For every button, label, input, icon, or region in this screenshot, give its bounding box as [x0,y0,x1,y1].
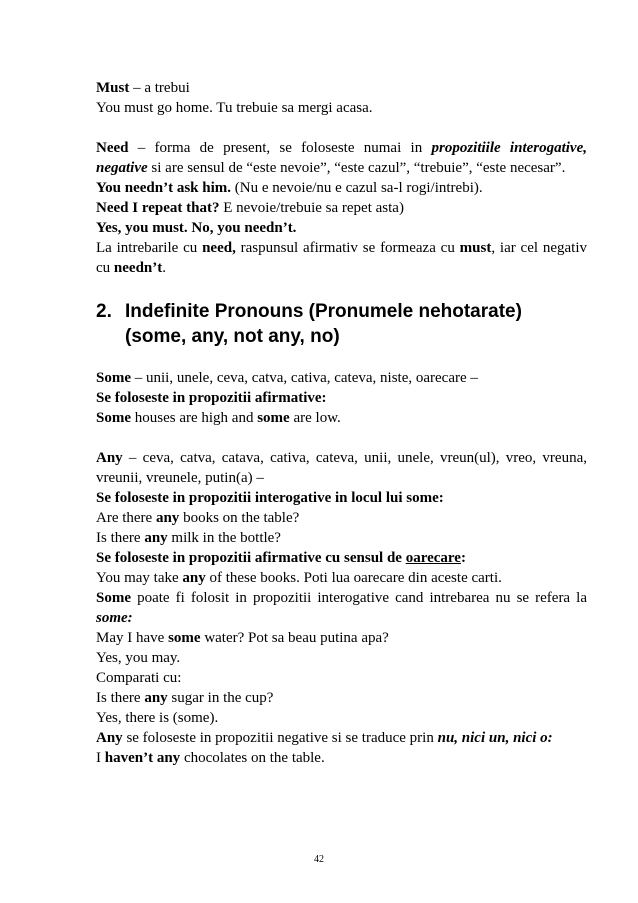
some-rule: Se foloseste in propozitii afirmative: [96,390,327,406]
must-term: Must [96,80,130,96]
any-term: Any [96,450,123,466]
page-content [96,78,587,768]
some-example-question: May I have some water? Pot sa beau putina apa? [96,630,389,646]
any-example-affirmative: You may take any of these books. Poti lua oarecare din aceste carti. [96,570,502,586]
any-rule-interrogative: Se foloseste in propozitii interogative in locul lui some: [96,490,444,506]
need-answers: Yes, you must. No, you needn’t. [96,220,297,236]
section-subtitle: (some, any, not any, no) [125,326,340,347]
must-meaning: – a trebui [129,80,190,96]
any-negative-example: I haven’t any chocolates on the table. [96,750,325,766]
any-question-2: Is there any milk in the bottle? [96,530,281,546]
any-negative-rule: Any se foloseste in propozitii negative si se traduce prin nu, nici un, nici o: [96,730,553,746]
section-title: Indefinite Pronouns (Pronumele nehotarate) [125,301,522,322]
oarecare-underlined: oarecare [405,550,461,566]
must-definition [96,78,587,98]
some-interrogative-note: Some poate fi folosit in propozitii interogative cand intrebarea nu se refera la some: [96,590,587,626]
some-definition: Some – unii, unele, ceva, catva, cativa, cateva, niste, oarecare – [96,370,478,386]
need-example-1: You needn’t ask him. (Nu e nevoie/nu e cazul sa-l rogi/intrebi). [96,180,483,196]
need-example-2: Need I repeat that? E nevoie/trebuie sa repet asta) [96,200,404,216]
some-example: Some houses are high and some are low. [96,410,341,426]
need-note: La intrebarile cu need, raspunsul afirmativ se formeaza cu must, iar cel negativ cu needn’t. [96,240,587,276]
some-term: Some [96,370,131,386]
any-example-answer: Yes, there is (some). [96,710,219,726]
some-example-answer: Yes, you may. [96,650,181,666]
compare-label: Comparati cu: [96,670,182,686]
section-heading [96,299,587,349]
need-definition: Need – forma de present, se foloseste numai in propozitiile interogative, negative si are sensul de “este nevoie”, “este cazul”, “trebuie”, “este necesar”. [96,140,588,176]
any-question-1: Are there any books on the table? [96,510,300,526]
must-example: You must go home. Tu trebuie sa mergi acasa. [96,100,373,116]
section-number: 2. [96,301,112,322]
any-example-question: Is there any sugar in the cup? [96,690,274,706]
need-usage-emphasis: propozitiile interogative, negative [96,140,588,176]
any-rule-affirmative: Se foloseste in propozitii afirmative cu sensul de oarecare: [96,550,466,566]
need-term: Need [96,140,129,156]
any-definition: Any – ceva, catva, catava, cativa, cateva, unii, unele, vreun(ul), vreo, vreuna, vreunii, vreunele, putin(a) – [96,450,587,486]
page-number: 42 [314,854,324,865]
